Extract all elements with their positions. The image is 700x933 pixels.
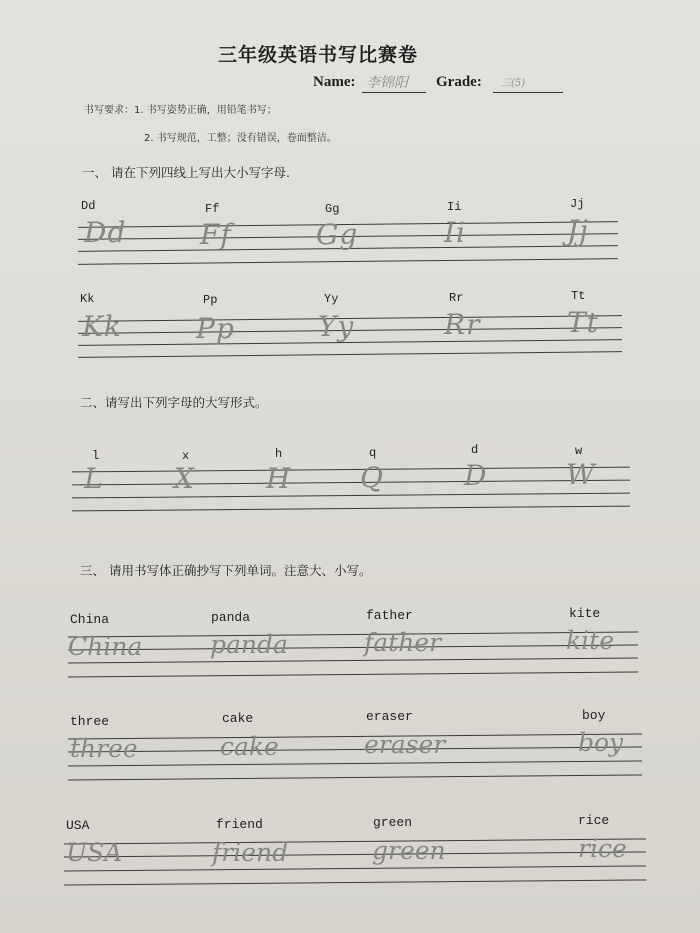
writing-line — [68, 760, 642, 766]
answer-writing[interactable]: Gg — [316, 218, 359, 251]
writing-line — [68, 672, 638, 678]
writing-line — [68, 645, 638, 651]
answer-writing[interactable]: Tt — [567, 306, 599, 339]
model-letter: Yy — [324, 292, 339, 306]
model-word: China — [70, 612, 110, 627]
model-letter: h — [275, 447, 283, 461]
writing-line — [72, 506, 630, 512]
answer-writing[interactable]: green — [372, 836, 446, 865]
answer-writing[interactable]: friend — [212, 838, 289, 867]
writing-line — [68, 733, 642, 739]
answer-writing[interactable]: Jj — [567, 214, 589, 247]
writing-line — [68, 746, 642, 752]
answer-writing[interactable]: D — [464, 459, 488, 492]
model-word: panda — [211, 610, 251, 625]
writing-line — [72, 467, 630, 473]
writing-line — [78, 351, 622, 358]
model-word: boy — [582, 708, 606, 723]
model-word: USA — [66, 818, 90, 833]
model-word: cake — [222, 711, 254, 726]
answer-writing[interactable]: Pp — [196, 312, 235, 345]
answer-writing[interactable]: kite — [566, 626, 614, 655]
model-letter: w — [575, 444, 583, 458]
requirements-line-2: 2. 书写规范，工整；没有错误，卷面整洁。 — [144, 133, 337, 144]
model-word: father — [366, 608, 413, 623]
answer-writing[interactable]: rice — [578, 834, 627, 863]
writing-line — [68, 658, 638, 664]
answer-writing[interactable]: W — [566, 458, 596, 491]
model-letter: Dd — [81, 199, 96, 213]
model-letter: x — [182, 449, 190, 463]
writing-line — [68, 632, 638, 638]
model-letter: d — [471, 443, 479, 457]
writing-line — [72, 480, 630, 486]
answer-writing[interactable]: Dd — [84, 216, 127, 249]
model-word: rice — [578, 813, 610, 828]
model-word: eraser — [366, 709, 413, 724]
answer-writing[interactable]: Ff — [200, 218, 232, 251]
name-label: Name: — [313, 74, 356, 90]
grade-value: 三(5) — [501, 78, 526, 89]
model-letter: Tt — [571, 289, 586, 303]
model-letter: Jj — [570, 197, 585, 211]
model-letter: Gg — [325, 202, 340, 216]
answer-writing[interactable]: boy — [578, 728, 624, 757]
answer-writing[interactable]: Kk — [82, 310, 122, 343]
answer-writing[interactable]: Q — [360, 461, 384, 494]
answer-writing[interactable]: panda — [210, 630, 288, 659]
section1-heading: 一、 请在下列四线上写出大小写字母. — [82, 165, 290, 180]
answer-writing[interactable]: H — [266, 462, 292, 495]
writing-line — [72, 493, 630, 499]
name-value: 李锦阳 — [366, 75, 408, 91]
answer-writing[interactable]: China — [68, 632, 143, 661]
requirements-line-1: 书写要求：1. 书写姿势正确，用铅笔书写； — [84, 105, 277, 116]
model-word: kite — [569, 606, 601, 621]
writing-line — [64, 865, 646, 871]
model-letter: Rr — [449, 291, 464, 305]
model-letter: q — [369, 446, 377, 460]
writing-line — [64, 879, 646, 885]
answer-writing[interactable]: father — [364, 628, 442, 657]
writing-line — [78, 258, 618, 265]
name-field[interactable] — [362, 74, 426, 93]
answer-writing[interactable]: X — [174, 462, 195, 495]
answer-writing[interactable]: L — [84, 462, 104, 495]
answer-writing[interactable]: cake — [220, 732, 279, 761]
answer-writing[interactable]: Rr — [444, 308, 481, 341]
model-word: friend — [216, 817, 263, 832]
page-title: 三年级英语书写比赛卷 — [218, 44, 419, 66]
model-letter: Pp — [203, 293, 218, 307]
model-letter: l — [92, 449, 100, 463]
answer-writing[interactable]: USA — [66, 838, 123, 867]
answer-writing[interactable]: Yy — [318, 310, 355, 343]
model-word: three — [70, 714, 110, 729]
model-letter: Ii — [447, 200, 462, 214]
model-word: green — [373, 815, 413, 830]
answer-writing[interactable]: eraser — [364, 730, 446, 759]
writing-line — [68, 774, 642, 780]
grade-label: Grade: — [436, 74, 482, 90]
writing-line — [64, 838, 646, 844]
model-letter: Kk — [80, 292, 95, 306]
answer-writing[interactable]: three — [70, 734, 138, 763]
grade-field[interactable] — [493, 74, 563, 93]
writing-line — [64, 851, 646, 857]
section3-heading: 三、 请用书写体正确抄写下列单词。注意大、小写。 — [80, 563, 372, 578]
model-letter: Ff — [205, 202, 220, 216]
answer-writing[interactable]: Ii — [444, 216, 467, 249]
section2-heading: 二、请写出下列字母的大写形式。 — [80, 395, 268, 410]
